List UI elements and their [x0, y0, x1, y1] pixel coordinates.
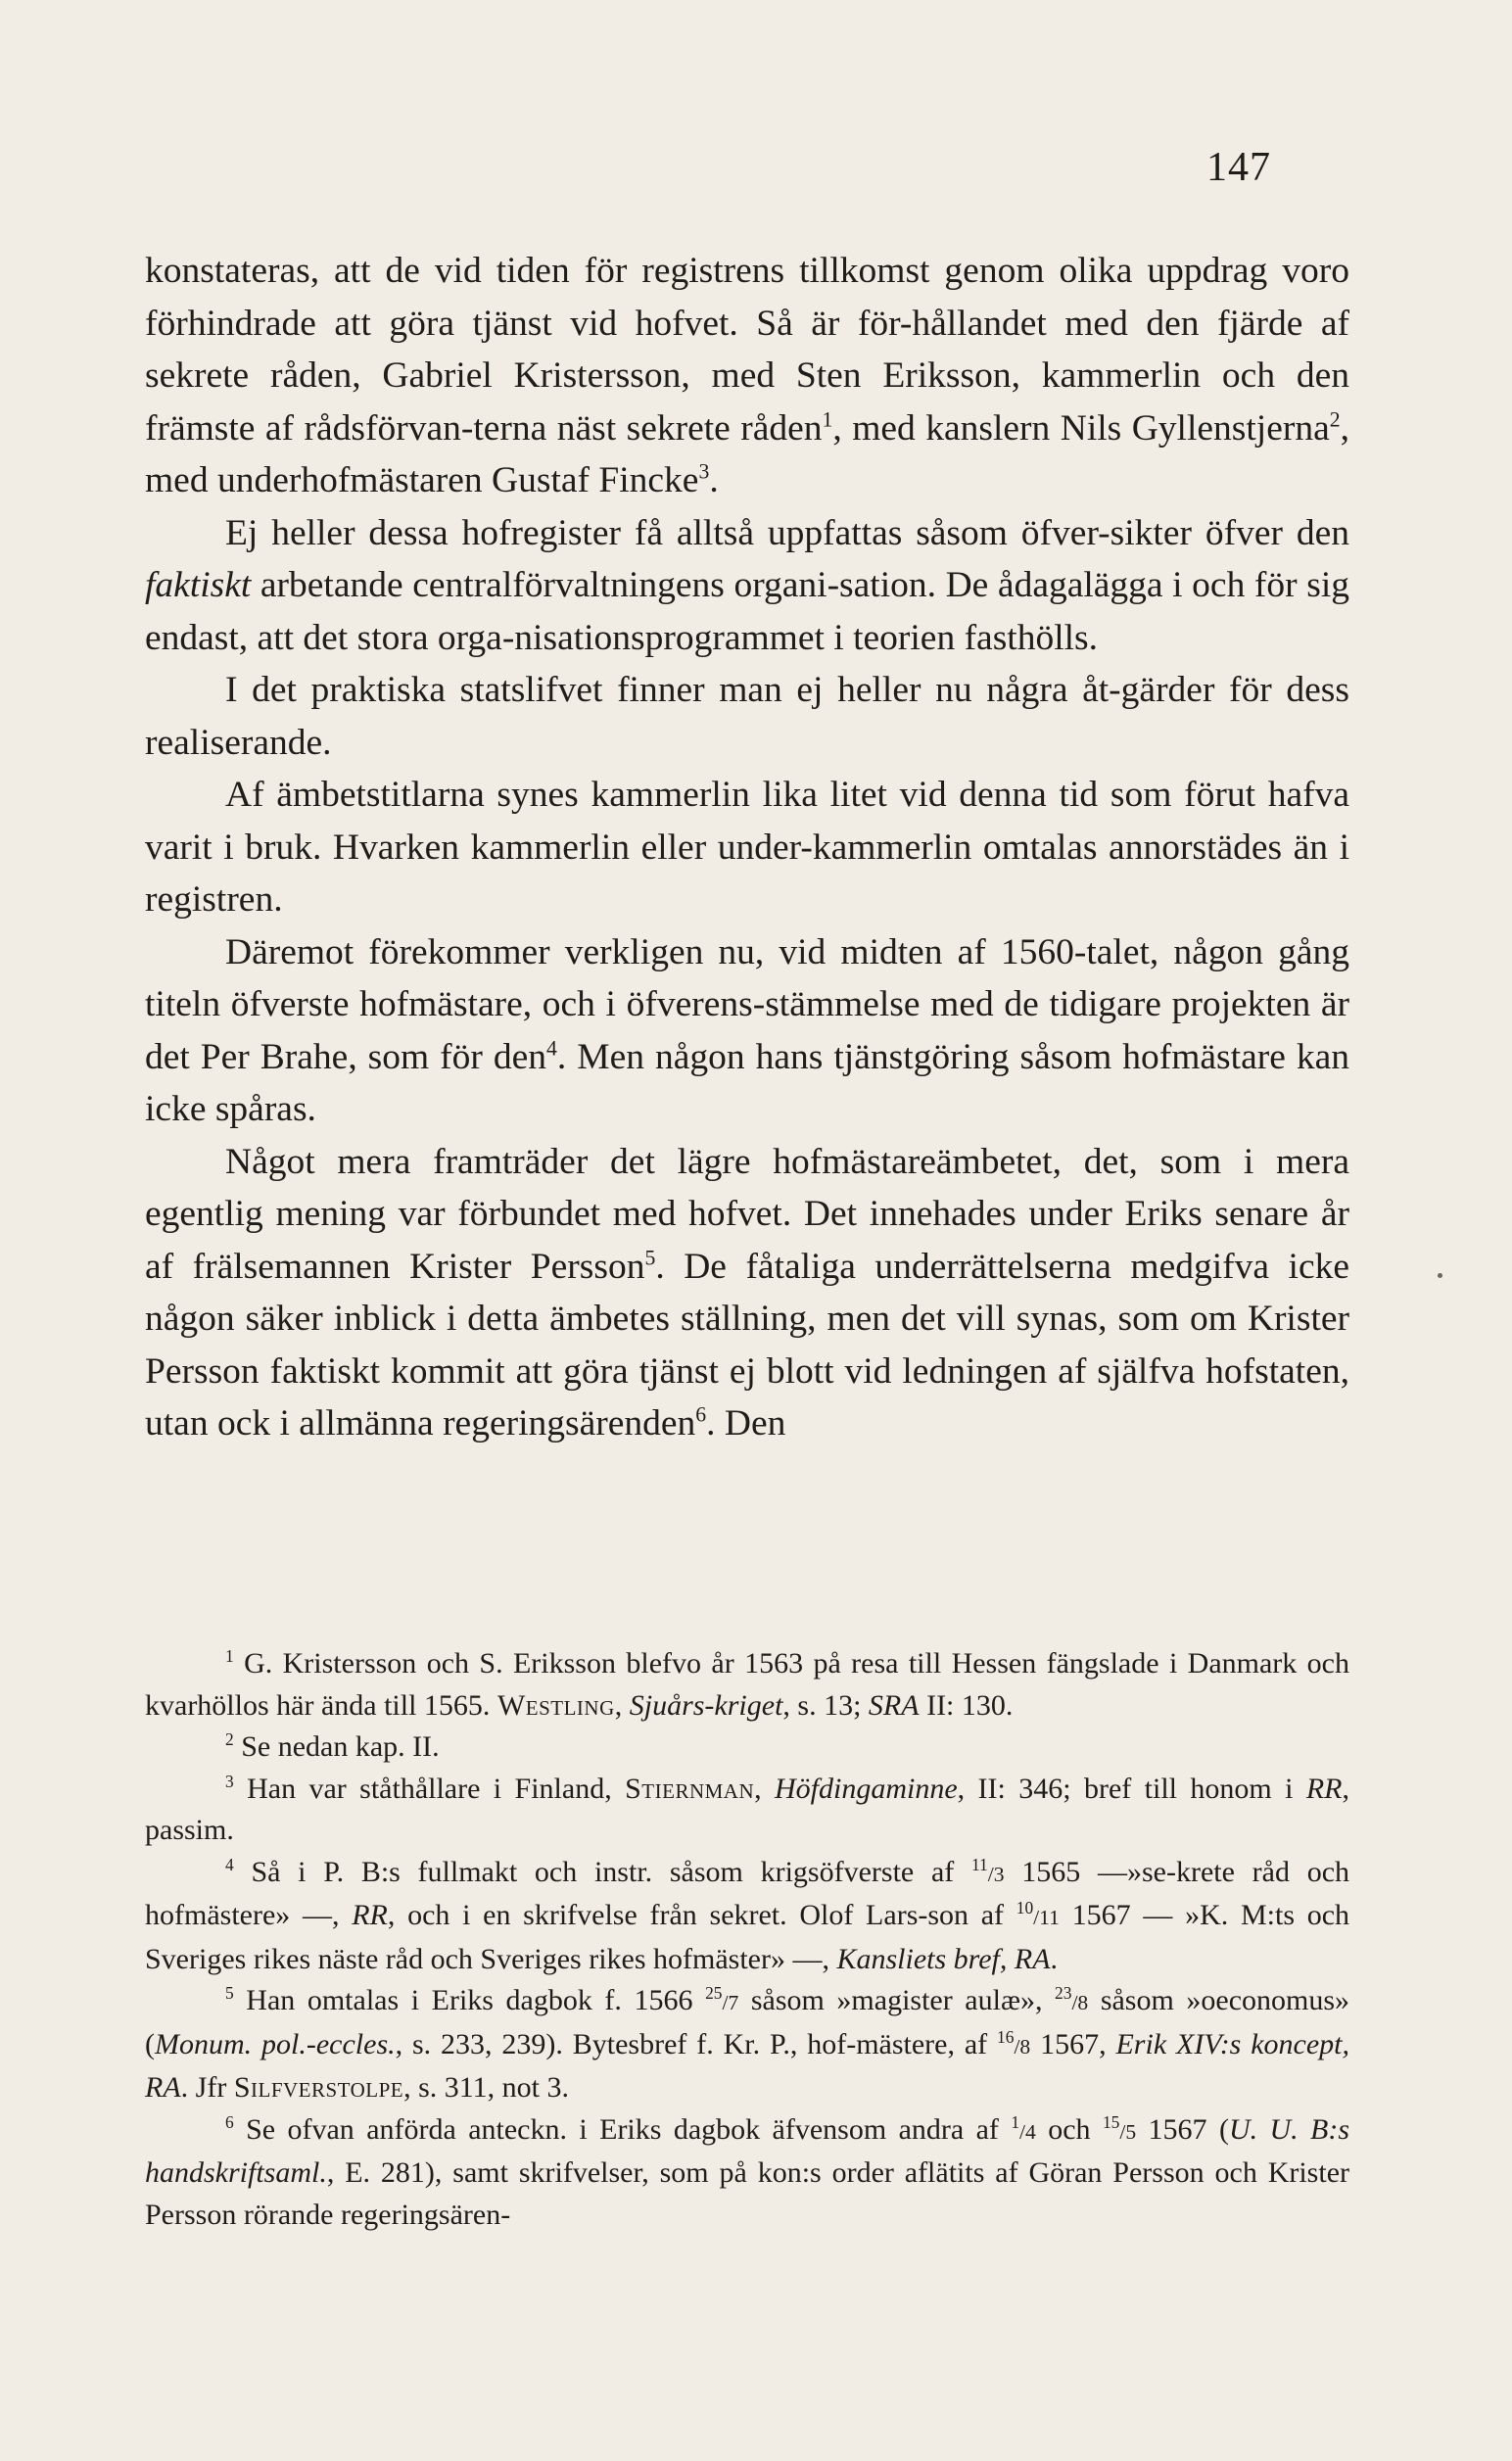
text-run: Ej heller dessa hofregister få alltså uppfattas såsom öfver-sikter öfver den: [225, 512, 1349, 553]
text-run: .: [1050, 1942, 1059, 1975]
footnote-5: [145, 1980, 1349, 2109]
paragraph-2: [145, 507, 1349, 665]
text-run: såsom »magister aulæ»,: [750, 1984, 1043, 2016]
text-run: 1565 —»se-krete råd och hofmästere» —,: [145, 1855, 1350, 1931]
text-run: Se ofvan anförda anteckn. i Eriks dagbok äfvensom andra af: [246, 2112, 999, 2146]
footnote-6: [145, 2109, 1349, 2237]
footnote-ref: 4: [546, 1036, 557, 1061]
date-month: /11: [1033, 1906, 1060, 1929]
footnote-ref: 6: [695, 1402, 707, 1427]
text-run: , s. 311, not 3.: [403, 2071, 570, 2104]
text-run: , passim.: [145, 1772, 1350, 1846]
fraction-denominator: /4: [1019, 2119, 1036, 2144]
footnote-ref: 3: [698, 459, 710, 484]
italic-term: faktiskt: [145, 565, 252, 605]
footnote-number: 1: [225, 1646, 234, 1667]
author-name: Stiernman: [625, 1772, 755, 1805]
footnote-number: 3: [225, 1771, 234, 1791]
date-month: /8: [1014, 2034, 1031, 2059]
footnote-number: 2: [225, 1729, 234, 1750]
text-run: Något mera framträder det lägre hofmästareämbetet, det, som i mera egentlig mening var förbundet med hofvet. Det innehades under Eriks senare år af frälsemannen Krister Persson: [145, 1141, 1349, 1287]
text-run: såsom »oeconomus» (: [145, 1984, 1350, 2060]
footnote-ref: 5: [644, 1246, 656, 1270]
text-run: Däremot förekommer verkligen nu, vid midten af 1560-talet, någon gång titeln öfverste hofmästare, och i öfverens-stämmelse med de tidigare projekten är det Per Brahe, som för den: [145, 931, 1349, 1077]
italic-title: SRA: [868, 1688, 920, 1722]
italic-title: Kansliets bref, RA: [836, 1942, 1051, 1975]
text-run: , s. 233, 239). Bytesbref f. Kr. P., hof-mästere, af: [395, 2027, 988, 2060]
text-run: , och i en skrifvelse från sekret. Olof Lars-son af: [387, 1899, 1005, 1931]
footnote-ref: 1: [822, 407, 833, 432]
text-run: Se nedan kap. II.: [241, 1730, 440, 1763]
text-run: G. Kristersson och S. Eriksson blefvo år 1563 på resa till Hessen fängslade i Danmark och kvarhöllos här ända till 1565.: [145, 1647, 1349, 1722]
author-name: Westling: [496, 1688, 615, 1722]
footnote-2: [145, 1727, 1349, 1769]
paragraph-1: [145, 245, 1349, 507]
text-run: , med underhofmästaren Gustaf Fincke: [145, 407, 1349, 500]
text-run: , E. 281), samt skrifvelser, som på kon:s order aflätits af Göran Persson och Krister Persson rörande regeringsären-: [145, 2156, 1349, 2231]
margin-speck: [1438, 1273, 1442, 1278]
date-day: 23: [1055, 1983, 1072, 2004]
footnote-number: 6: [225, 2111, 234, 2132]
text-run: . Men någon hans tjänstgöring såsom hofmästare kan icke spåras.: [145, 1036, 1349, 1129]
date-day: 15: [1102, 2111, 1120, 2132]
italic-title: Monum. pol.-eccles.: [155, 2027, 396, 2060]
footnote-number: 4: [225, 1854, 234, 1874]
text-run: Så i P. B:s fullmakt och instr. såsom krigsöfverste af: [251, 1855, 955, 1888]
text-run: Han omtalas i Eriks dagbok f. 1566: [246, 1984, 693, 2016]
text-run: Af ämbetstitlarna synes kammerlin lika litet vid denna tid som förut hafva varit i bruk. Hvarken kammerlin eller under-kammerlin omtalas annorstädes än i registren.: [145, 775, 1349, 920]
text-run: . Jfr: [180, 2071, 227, 2104]
footnote-4: [145, 1852, 1349, 1981]
text-run: 1567 — »K. M:ts och Sveriges rikes näste råd och Sveriges rikes hofmäster» —,: [145, 1899, 1350, 1975]
footnotes: [145, 1643, 1349, 2236]
text-run: Han var ståthållare i Finland,: [247, 1772, 612, 1805]
date-day: 25: [705, 1983, 723, 2004]
footnote-number: 5: [225, 1983, 234, 2004]
text-run: .: [709, 460, 719, 500]
paragraph-5: [145, 926, 1349, 1136]
fraction-numerator: 1: [1011, 2111, 1020, 2132]
date-month: /8: [1071, 1991, 1089, 2014]
date-day: 11: [971, 1854, 988, 1874]
text-run: 1567,: [1040, 2027, 1107, 2060]
text-run: , II: 346; bref till honom i: [957, 1772, 1294, 1805]
text-run: 1567 (: [1148, 2112, 1229, 2146]
text-run: och: [1048, 2112, 1091, 2146]
text-run: , med kanslern Nils Gyllenstjerna: [832, 407, 1330, 449]
main-text: [145, 245, 1349, 1450]
page-number: 147: [1206, 145, 1271, 190]
italic-title: RR: [1305, 1772, 1343, 1805]
text-run: konstateras, att de vid tiden för registrens tillkomst genom olika uppdrag voro förhindrade att göra tjänst vid hofvet. Så är för-hållandet med den fjärde af sekrete råden, Gabriel Kristersson, med Sten Eriksson, kammerlin och den främste af rådsförvan-terna näst sekrete råden: [145, 251, 1349, 449]
footnote-ref: 2: [1329, 407, 1341, 432]
author-name: Silfverstolpe: [233, 2071, 404, 2104]
footnote-1: $^1$ G. Kristersson och S. Eriksson blefvo år 1563 på resa till Hessen fängslade i Danmark och kvarhöllos här ända till 1565. Westling, Sjuårs-kriget, s. 13; SRA II: 130.: [145, 1646, 1349, 1722]
text-run: . De fåtaliga underrättelserna medgifva icke någon säker inblick i detta ämbetes ställning, men det vill synas, som om Krister Persson faktiskt kommit att göra tjänst ej blott vid ledningen af själfva hofstaten, utan ock i allmänna regeringsärenden: [145, 1246, 1349, 1443]
text-run: arbetande centralförvaltningens organi-sation. De ådagalägga i och för sig endast, att det stora orga-nisationsprogrammet i teorien fasthölls.: [145, 565, 1349, 658]
text-run: . Den: [706, 1403, 786, 1443]
italic-title: Sjuårs-kriget: [629, 1688, 783, 1722]
italic-title: Erik XIV:s koncept, RA: [145, 2027, 1350, 2104]
date-month: /3: [987, 1862, 1005, 1886]
italic-title: U. U. B:s handskriftsaml.: [145, 2112, 1350, 2189]
paragraph-3: [145, 664, 1349, 769]
text-run: I det praktiska statslifvet finner man ej heller nu några åt-gärder för dess realiserande.: [145, 670, 1349, 763]
italic-title: Höfdingaminne: [775, 1772, 958, 1805]
text-run: II: 130.: [926, 1688, 1014, 1722]
footnote-3: $^3$ Han var ståthållare i Finland, Stiernman, Höfdingaminne, II: 346; bref till honom i RR, passim.: [145, 1771, 1350, 1846]
date-day: 16: [997, 2026, 1015, 2047]
paragraph-6: [145, 1136, 1349, 1450]
date-day: 10: [1016, 1898, 1034, 1918]
date-month: /5: [1119, 2119, 1137, 2144]
text-run: , s. 13;: [782, 1688, 862, 1722]
paragraph-4: [145, 769, 1349, 926]
date-month: /7: [722, 1991, 739, 2014]
italic-title: RR: [352, 1899, 388, 1931]
